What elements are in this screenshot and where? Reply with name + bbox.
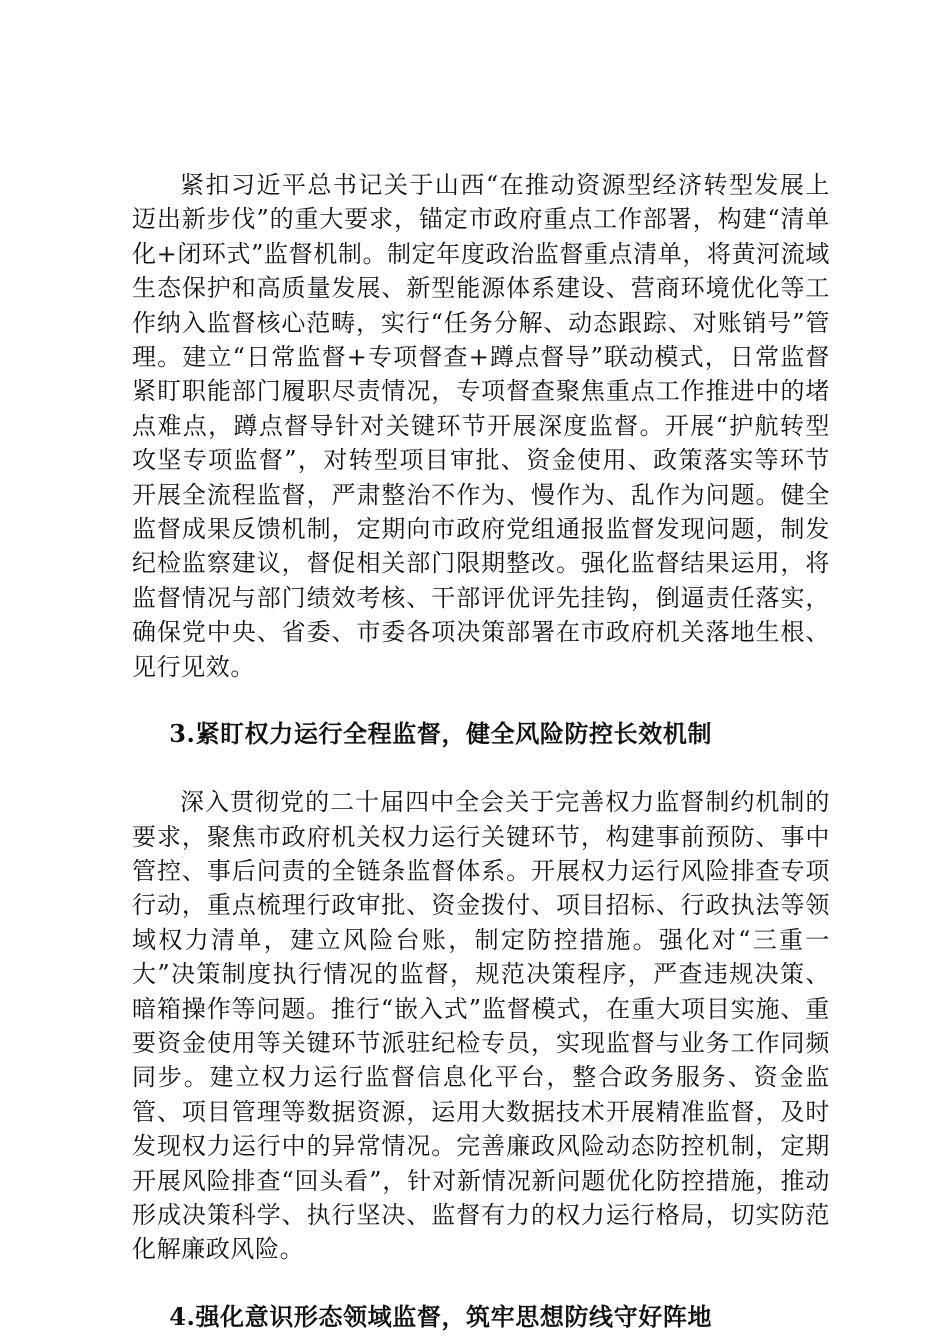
document-body <box>132 168 830 1334</box>
body-paragraph: 深入贯彻党的二十届四中全会关于完善权力监督制约机制的要求，聚焦市政府机关权力运行关键环节，构建事前预防、事中管控、事后问责的全链条监督体系。开展权力运行风险排查专项行动，重点梳理行政审批、资金拨付、项目招标、行政执法等领域权力清单，建立风险台账，制定防控措施。强化对“三重一大”决策制度执行情况的监督，规范决策程序，严查违规决策、暗箱操作等问题。推行“嵌入式”监督模式，在重大项目实施、重要资金使用等关键环节派驻纪检专员，实现监督与业务工作同频同步。建立权力运行监督信息化平台，整合政务服务、资金监管、项目管理等数据资源，运用大数据技术开展精准监督，及时发现权力运行中的异常情况。完善廉政风险动态防控机制，定期开展风险排查“回头看”，针对新情况新问题优化防控措施，推动形成决策科学、执行坚决、监督有力的权力运行格局，切实防范化解廉政风险。 <box>132 788 830 1264</box>
section-heading-4: 4.强化意识形态领域监督，筑牢思想防线守好阵地 <box>169 1301 713 1331</box>
section-heading-3: 3.紧盯权力运行全程监督，健全风险防控长效机制 <box>169 719 713 749</box>
body-paragraph: 紧扣习近平总书记关于山西“在推动资源型经济转型发展上迈出新步伐”的重大要求，锚定市政府重点工作部署，构建“清单化+闭环式”监督机制。制定年度政治监督重点清单，将黄河流域生态保护和高质量发展、新型能源体系建设、营商环境优化等工作纳入监督核心范畴，实行“任务分解、动态跟踪、对账销号”管理。建立“日常监督+专项督查+蹲点督导”联动模式，日常监督紧盯职能部门履职尽责情况，专项督查聚焦重点工作推进中的堵点难点，蹲点督导针对关键环节开展深度监督。开展“护航转型攻坚专项监督”，对转型项目审批、资金使用、政策落实等环节开展全流程监督，严肃整治不作为、慢作为、乱作为问题。健全监督成果反馈机制，定期向市政府党组通报监督发现问题，制发纪检监察建议，督促相关部门限期整改。强化监督结果运用，将监督情况与部门绩效考核、干部评优评先挂钩，倒逼责任落实，确保党中央、省委、市委各项决策部署在市政府机关落地生根、见行见效。 <box>132 171 830 681</box>
